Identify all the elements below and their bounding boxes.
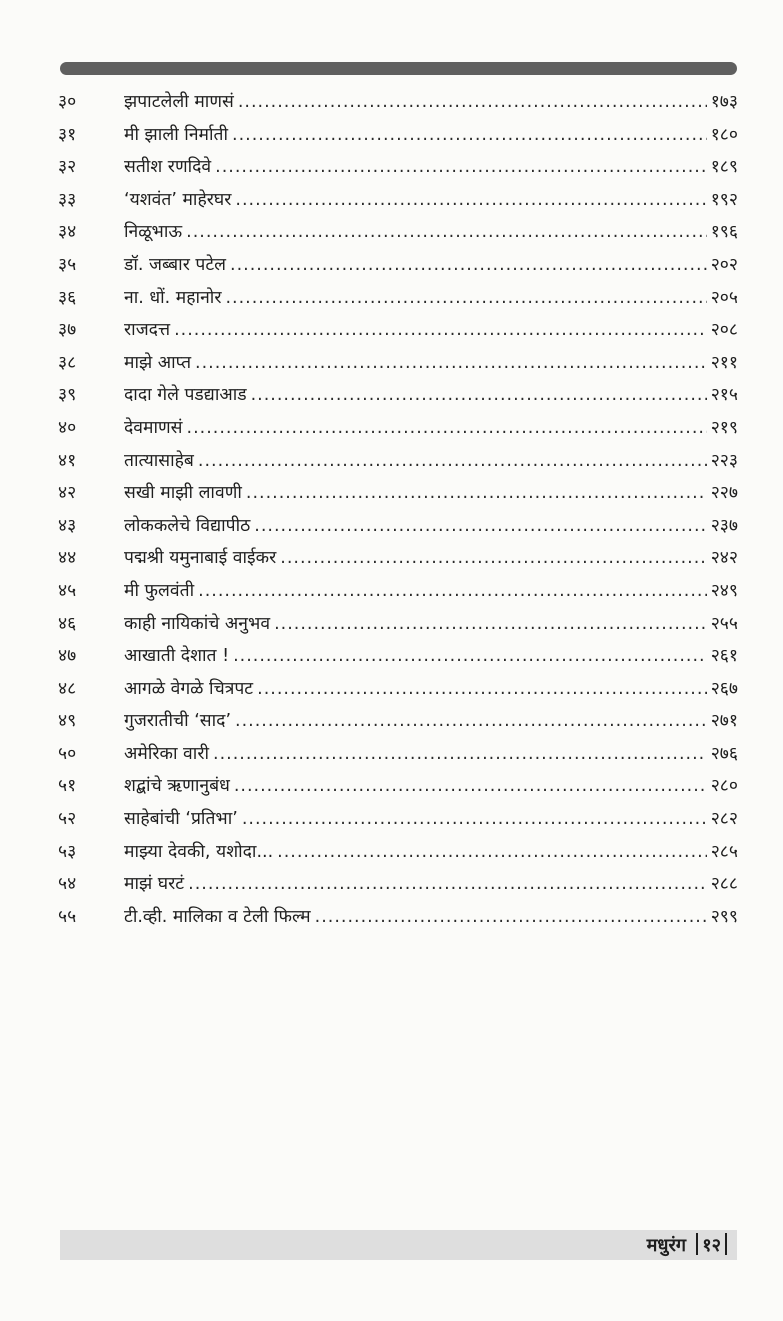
toc-entry-number: ३९	[58, 385, 77, 406]
toc-entry-page: २१९	[710, 417, 738, 438]
toc-entry-number: ४२	[58, 483, 77, 504]
toc-entry	[58, 314, 738, 347]
toc-entry-number: ३०	[58, 92, 77, 112]
toc-entry-title: लोककलेचे विद्यापीठ	[124, 515, 251, 536]
toc-entry-page: २७१	[710, 711, 738, 732]
footer-band	[60, 1230, 737, 1260]
toc-dot-leader	[242, 803, 707, 835]
toc-dot-leader	[235, 184, 706, 216]
toc-entry-number: ५२	[58, 809, 77, 830]
toc-entry-title: साहेबांची ‘प्रतिभा’	[124, 809, 238, 830]
toc-dot-leader	[188, 868, 707, 900]
footer-separator-right	[725, 1233, 727, 1255]
toc-entry-page: २६१	[710, 646, 738, 667]
toc-entry-page: २८२	[710, 809, 738, 830]
toc-entry-page: २८८	[710, 874, 738, 895]
toc-dot-leader	[254, 510, 706, 542]
toc-entry-number: ५०	[58, 743, 77, 764]
toc-entry-page: २३७	[710, 515, 738, 536]
toc-entry-title: सतीश रणदिवे	[124, 157, 212, 178]
toc-entry-page: २४९	[710, 580, 738, 601]
toc-entry-title: निळूभाऊ	[124, 222, 183, 243]
toc-dot-leader	[277, 836, 707, 868]
toc-entry-title: अमेरिका वारी	[124, 743, 210, 764]
toc-entry-title: ‘यशवंत’ माहेरघर	[124, 189, 232, 210]
toc-entry-title: आगळे वेगळे चित्रपट	[124, 678, 254, 699]
toc-entry-page: २१५	[710, 385, 738, 406]
toc-dot-leader	[232, 119, 707, 151]
toc-entry-page: २०५	[710, 287, 738, 308]
toc-entry-number: ४८	[58, 678, 77, 699]
toc-entry-page: २११	[710, 352, 738, 373]
toc-entry	[58, 868, 738, 901]
toc-entry	[58, 705, 738, 738]
toc-entry-number: ४४	[58, 548, 77, 569]
toc-dot-leader	[186, 216, 707, 248]
toc-entry-number: ३७	[58, 320, 77, 341]
toc-entry-number: ४५	[58, 580, 77, 601]
toc-dot-leader	[174, 314, 707, 346]
toc-dot-leader	[234, 770, 707, 802]
toc-entry-title: देवमाणसं	[124, 417, 183, 438]
toc-entry-title: माझे आप्त	[124, 352, 192, 373]
toc-dot-leader	[198, 445, 707, 477]
toc-entry	[58, 184, 738, 217]
toc-entry-title: गुजरातीची ‘साद’	[124, 711, 232, 732]
toc-entry	[58, 803, 738, 836]
toc-entry-number: ३६	[58, 287, 77, 308]
toc-entry-page: २२७	[710, 483, 738, 504]
toc-entry-title: सखी माझी लावणी	[124, 483, 242, 504]
toc-dot-leader	[195, 347, 707, 379]
toc-entry-number: ३५	[58, 254, 77, 275]
toc-entry-number: ४१	[58, 450, 77, 471]
toc-entry	[58, 542, 738, 575]
toc-entry	[58, 379, 738, 412]
table-of-contents	[58, 86, 738, 933]
toc-entry-title: डॉ. जब्बार पटेल	[124, 254, 227, 275]
toc-entry-page: १९६	[710, 222, 738, 243]
toc-entry-number: ५१	[58, 776, 77, 797]
toc-entry	[58, 119, 738, 152]
toc-entry	[58, 477, 738, 510]
toc-entry-number: ४७	[58, 646, 77, 667]
toc-entry-page: १९२	[710, 189, 738, 210]
footer-book-title: मधुरंग	[646, 1235, 686, 1256]
toc-entry	[58, 836, 738, 869]
toc-entry	[58, 738, 738, 771]
toc-dot-leader	[274, 608, 707, 640]
toc-entry-title: ना. धों. महानोर	[124, 287, 222, 308]
toc-entry-number: ३४	[58, 222, 77, 243]
toc-dot-leader	[246, 477, 707, 509]
toc-entry	[58, 412, 738, 445]
toc-entry-number: ३३	[58, 189, 77, 210]
toc-dot-leader	[187, 412, 707, 444]
toc-dot-leader	[198, 575, 707, 607]
toc-entry-page: २७६	[710, 743, 738, 764]
toc-entry	[58, 216, 738, 249]
toc-entry	[58, 770, 738, 803]
toc-entry	[58, 282, 738, 315]
toc-entry-title: झपाटलेली माणसं	[124, 92, 234, 112]
toc-entry	[58, 901, 738, 934]
toc-entry	[58, 86, 738, 119]
toc-entry-title: मी फुलवंती	[124, 580, 195, 601]
toc-entry-page: २५५	[710, 613, 738, 634]
toc-entry-page: २२३	[710, 450, 738, 471]
toc-entry-page: २६७	[710, 678, 738, 699]
toc-entry	[58, 249, 738, 282]
toc-entry-title: तात्यासाहेब	[124, 450, 194, 471]
toc-entry-title: शद्बांचे ऋणानुबंध	[124, 776, 230, 797]
footer-page-number: १२	[702, 1235, 721, 1256]
toc-entry-number: ४६	[58, 613, 77, 634]
toc-entry	[58, 608, 738, 641]
toc-dot-leader	[238, 86, 707, 118]
toc-entry-title: माझ्या देवकी, यशोदा...	[124, 841, 274, 862]
toc-entry-number: ३१	[58, 124, 77, 145]
toc-dot-leader	[315, 901, 707, 933]
toc-entry-title: पद्मश्री यमुनाबाई वाईकर	[124, 548, 277, 569]
toc-entry-page: २८५	[710, 841, 738, 862]
toc-entry-page: २८०	[710, 776, 738, 797]
toc-dot-leader	[233, 640, 707, 672]
top-decorative-rule	[60, 62, 737, 75]
toc-dot-leader	[257, 673, 707, 705]
toc-entry-number: ५४	[58, 874, 77, 895]
footer-separator-left	[696, 1233, 698, 1255]
toc-entry-number: ५५	[58, 906, 77, 927]
toc-dot-leader	[215, 151, 707, 183]
toc-entry	[58, 575, 738, 608]
toc-entry-title: दादा गेले पडद्याआड	[124, 385, 247, 406]
toc-entry-title: मी झाली निर्माती	[124, 124, 229, 145]
toc-entry-page: २०८	[710, 320, 738, 341]
toc-entry-number: ३२	[58, 157, 77, 178]
toc-entry-title: काही नायिकांचे अनुभव	[124, 613, 271, 634]
toc-entry-page: २४२	[710, 548, 738, 569]
toc-entry-page: १८०	[710, 124, 738, 145]
toc-entry-number: ४३	[58, 515, 77, 536]
toc-dot-leader	[230, 249, 707, 281]
toc-entry-number: ४०	[58, 417, 77, 438]
toc-entry-title: आखाती देशात !	[124, 646, 230, 667]
toc-dot-leader	[280, 542, 706, 574]
toc-entry-title: माझं घरटं	[124, 874, 185, 895]
toc-entry-page: १८९	[710, 157, 738, 178]
toc-entry-page: २०२	[710, 254, 738, 275]
toc-entry	[58, 445, 738, 478]
toc-entry	[58, 151, 738, 184]
toc-dot-leader	[225, 282, 706, 314]
page-footer	[647, 1233, 731, 1258]
toc-entry-title: राजदत्त	[124, 320, 171, 341]
toc-dot-leader	[235, 705, 707, 737]
toc-entry-title: टी.व्ही. मालिका व टेली फिल्म	[124, 906, 311, 927]
toc-dot-leader	[251, 379, 707, 411]
toc-entry-number: ५३	[58, 841, 77, 862]
toc-entry	[58, 673, 738, 706]
toc-entry-number: ३८	[58, 352, 77, 373]
toc-entry	[58, 640, 738, 673]
toc-entry-page: १७३	[710, 92, 738, 112]
toc-entry-page: २९९	[710, 906, 738, 927]
toc-dot-leader	[213, 738, 707, 770]
toc-entry-number: ४९	[58, 711, 77, 732]
toc-entry	[58, 347, 738, 380]
toc-entry	[58, 510, 738, 543]
